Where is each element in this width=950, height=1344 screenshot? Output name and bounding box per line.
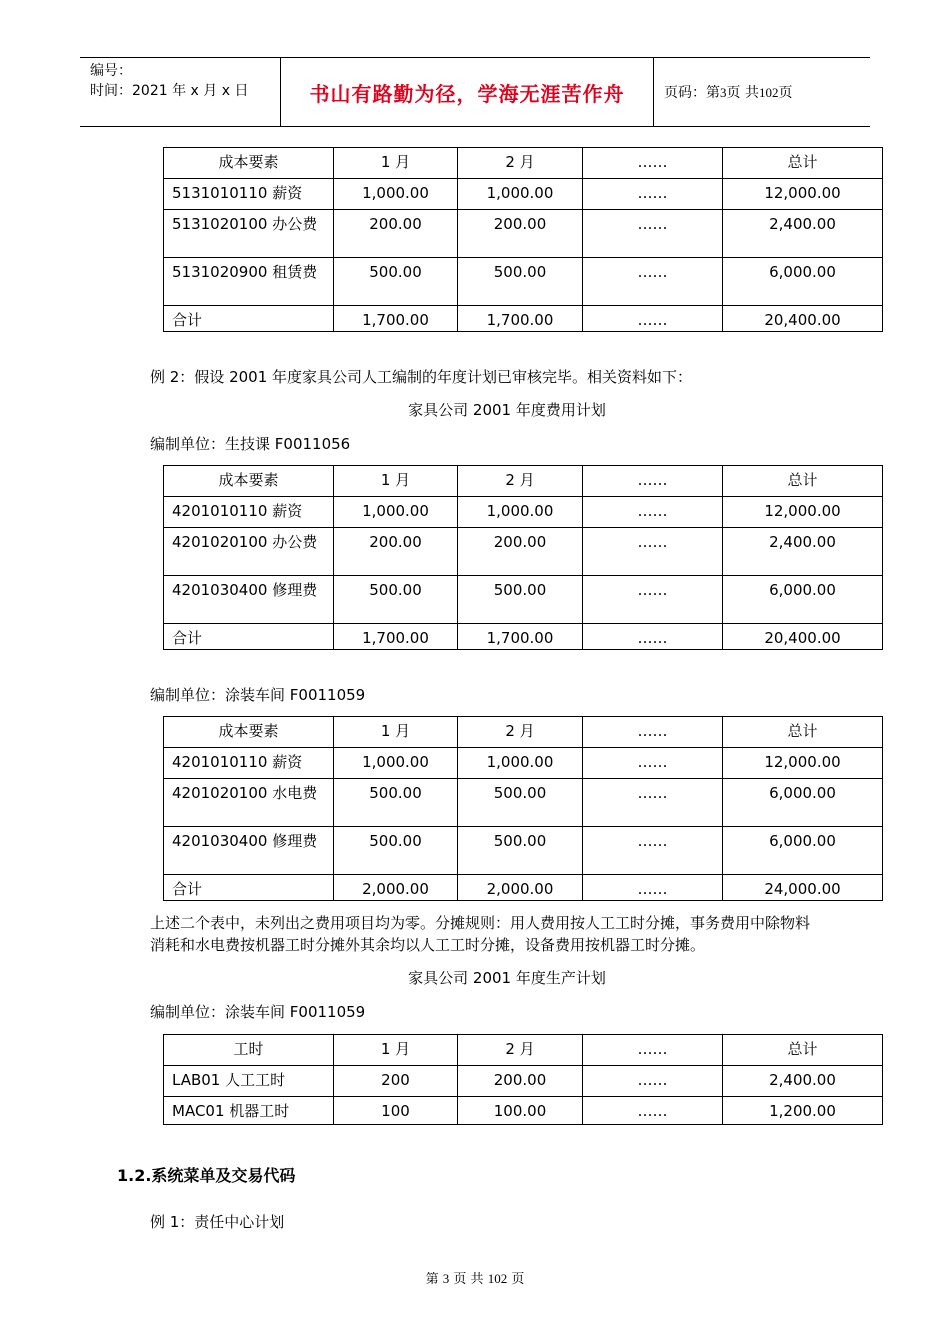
table-cell: 1,000.00 — [458, 748, 583, 779]
table-cell: …… — [583, 497, 723, 528]
column-header: 1 月 — [334, 148, 458, 179]
table-row — [164, 748, 883, 779]
table-cell: …… — [583, 258, 723, 306]
unit-label-2: 编制单位：涂装车间 F0011059 — [150, 686, 366, 704]
column-header: 总计 — [723, 148, 883, 179]
column-header: 1 月 — [334, 1035, 458, 1066]
table-cell: 1,700.00 — [458, 624, 583, 650]
table-row — [164, 497, 883, 528]
production-plan-title: 家具公司 2001 年度生产计划 — [408, 969, 606, 987]
table-cell: 2,400.00 — [723, 210, 883, 258]
header-motto: 书山有路勤为径，学海无涯苦作舟 — [309, 81, 625, 106]
column-header: …… — [583, 466, 723, 497]
table-cell: 500.00 — [334, 779, 458, 827]
table-cell: 20,400.00 — [723, 306, 883, 332]
column-header: 成本要素 — [164, 148, 334, 179]
table-cell: 5131020100 办公费 — [164, 210, 334, 258]
table-cell: 4201020100 办公费 — [164, 528, 334, 576]
table-row — [164, 258, 883, 306]
table-row — [164, 528, 883, 576]
table-cell: …… — [583, 1097, 723, 1125]
table-cell: 合计 — [164, 624, 334, 650]
table-row — [164, 1066, 883, 1097]
table-cell: 24,000.00 — [723, 875, 883, 901]
table-cell: 100.00 — [458, 1097, 583, 1125]
table-cell: 合计 — [164, 875, 334, 901]
table-cell: …… — [583, 306, 723, 332]
unit-label-3: 编制单位：涂装车间 F0011059 — [150, 1003, 366, 1021]
column-header: 总计 — [723, 466, 883, 497]
table-cell: 6,000.00 — [723, 827, 883, 875]
column-header: …… — [583, 717, 723, 748]
table-cell: …… — [583, 875, 723, 901]
table-cell: 5131020900 租赁费 — [164, 258, 334, 306]
table-header-row — [164, 717, 883, 748]
table-cell: 100 — [334, 1097, 458, 1125]
header-meta-cell — [80, 58, 281, 126]
header-page-total: 102 — [758, 85, 779, 100]
table-cell: 500.00 — [458, 779, 583, 827]
column-header: …… — [583, 1035, 723, 1066]
table-header-row — [164, 466, 883, 497]
doc-date-label: 时间：2021 年 x 月 x 日 — [90, 83, 249, 99]
table-cell: 1,700.00 — [458, 306, 583, 332]
table-cell: …… — [583, 827, 723, 875]
table-total-row — [164, 306, 883, 332]
table-cell: 2,400.00 — [723, 528, 883, 576]
cost-table-2 — [163, 465, 883, 650]
table-cell: 12,000.00 — [723, 748, 883, 779]
section-heading: 1.2.系统菜单及交易代码 — [117, 1166, 296, 1185]
hours-table — [163, 1034, 883, 1125]
table-cell: …… — [583, 179, 723, 210]
table-cell: LAB01 人工工时 — [164, 1066, 334, 1097]
table-cell: 6,000.00 — [723, 258, 883, 306]
table-row — [164, 576, 883, 624]
column-header: 1 月 — [334, 717, 458, 748]
table-cell: 4201030400 修理费 — [164, 827, 334, 875]
table-cell: 500.00 — [458, 576, 583, 624]
table-cell: 2,400.00 — [723, 1066, 883, 1097]
table-cell: 1,000.00 — [334, 497, 458, 528]
table-cell: 4201010110 薪资 — [164, 748, 334, 779]
table-cell: …… — [583, 576, 723, 624]
header-motto-cell — [281, 58, 654, 126]
table-cell: 500.00 — [334, 827, 458, 875]
table-cell: 1,200.00 — [723, 1097, 883, 1125]
expense-plan-title: 家具公司 2001 年度费用计划 — [408, 401, 606, 419]
table-row — [164, 779, 883, 827]
table-cell: 1,000.00 — [458, 497, 583, 528]
table-cell: 4201010110 薪资 — [164, 497, 334, 528]
table-cell: 6,000.00 — [723, 779, 883, 827]
column-header: 2 月 — [458, 1035, 583, 1066]
column-header: …… — [583, 148, 723, 179]
table-total-row — [164, 875, 883, 901]
table-row — [164, 1097, 883, 1125]
column-header: 2 月 — [458, 466, 583, 497]
table-cell: …… — [583, 624, 723, 650]
table-cell: 5131010110 薪资 — [164, 179, 334, 210]
table-cell: …… — [583, 210, 723, 258]
table-total-row — [164, 624, 883, 650]
doc-number-label: 编号： — [90, 63, 132, 79]
page-footer: 第 3 页 共 102 页 — [425, 1271, 525, 1287]
header-page-indicator: 页码：第3页 共102页 — [664, 85, 793, 101]
table-cell: 12,000.00 — [723, 497, 883, 528]
allocation-note-line-1: 上述二个表中，未列出之费用项目均为零。分摊规则：用人费用按人工工时分摊，事务费用中除物料 — [150, 914, 811, 932]
table-cell: 1,000.00 — [334, 748, 458, 779]
table-cell: 2,000.00 — [334, 875, 458, 901]
column-header: 1 月 — [334, 466, 458, 497]
table-cell: 20,400.00 — [723, 624, 883, 650]
table-row — [164, 827, 883, 875]
header-page-number: 3 — [720, 85, 727, 100]
table-cell: 1,000.00 — [458, 179, 583, 210]
cost-table-1 — [163, 147, 883, 332]
allocation-note-line-2: 消耗和水电费按机器工时分摊外其余均以人工工时分摊，设备费用按机器工时分摊。 — [150, 936, 706, 954]
table-cell: 200.00 — [334, 528, 458, 576]
table-row — [164, 210, 883, 258]
column-header: 工时 — [164, 1035, 334, 1066]
table-cell: 12,000.00 — [723, 179, 883, 210]
table-cell: 4201030400 修理费 — [164, 576, 334, 624]
unit-label-1: 编制单位：生技课 F0011056 — [150, 435, 351, 453]
table-cell: …… — [583, 1066, 723, 1097]
example-2-text: 例 2：假设 2001 年度家具公司人工编制的年度计划已审核完毕。相关资料如下： — [150, 368, 693, 386]
footer-page-total: 102 — [487, 1271, 508, 1286]
table-cell: 500.00 — [334, 258, 458, 306]
example-1-text: 例 1：责任中心计划 — [150, 1213, 285, 1231]
table-cell: 200.00 — [458, 1066, 583, 1097]
column-header: 2 月 — [458, 148, 583, 179]
table-cell: MAC01 机器工时 — [164, 1097, 334, 1125]
table-cell: 1,000.00 — [334, 179, 458, 210]
column-header: 成本要素 — [164, 717, 334, 748]
table-cell: 1,700.00 — [334, 624, 458, 650]
table-cell: 200.00 — [334, 210, 458, 258]
table-header-row — [164, 148, 883, 179]
table-row — [164, 179, 883, 210]
column-header: 2 月 — [458, 717, 583, 748]
table-cell: 200.00 — [458, 210, 583, 258]
page-header — [80, 57, 870, 127]
table-cell: 200.00 — [458, 528, 583, 576]
table-cell: 200 — [334, 1066, 458, 1097]
column-header: 总计 — [723, 1035, 883, 1066]
footer-page-number: 3 — [442, 1271, 450, 1286]
table-cell: 500.00 — [458, 827, 583, 875]
cost-table-3 — [163, 716, 883, 901]
table-cell: 6,000.00 — [723, 576, 883, 624]
table-cell: 500.00 — [458, 258, 583, 306]
table-cell: 2,000.00 — [458, 875, 583, 901]
table-cell: 500.00 — [334, 576, 458, 624]
table-cell: …… — [583, 528, 723, 576]
table-cell: …… — [583, 748, 723, 779]
table-cell: 合计 — [164, 306, 334, 332]
column-header: 总计 — [723, 717, 883, 748]
table-cell: 4201020100 水电费 — [164, 779, 334, 827]
header-page-cell — [654, 58, 870, 126]
table-header-row — [164, 1035, 883, 1066]
column-header: 成本要素 — [164, 466, 334, 497]
table-cell: …… — [583, 779, 723, 827]
table-cell: 1,700.00 — [334, 306, 458, 332]
